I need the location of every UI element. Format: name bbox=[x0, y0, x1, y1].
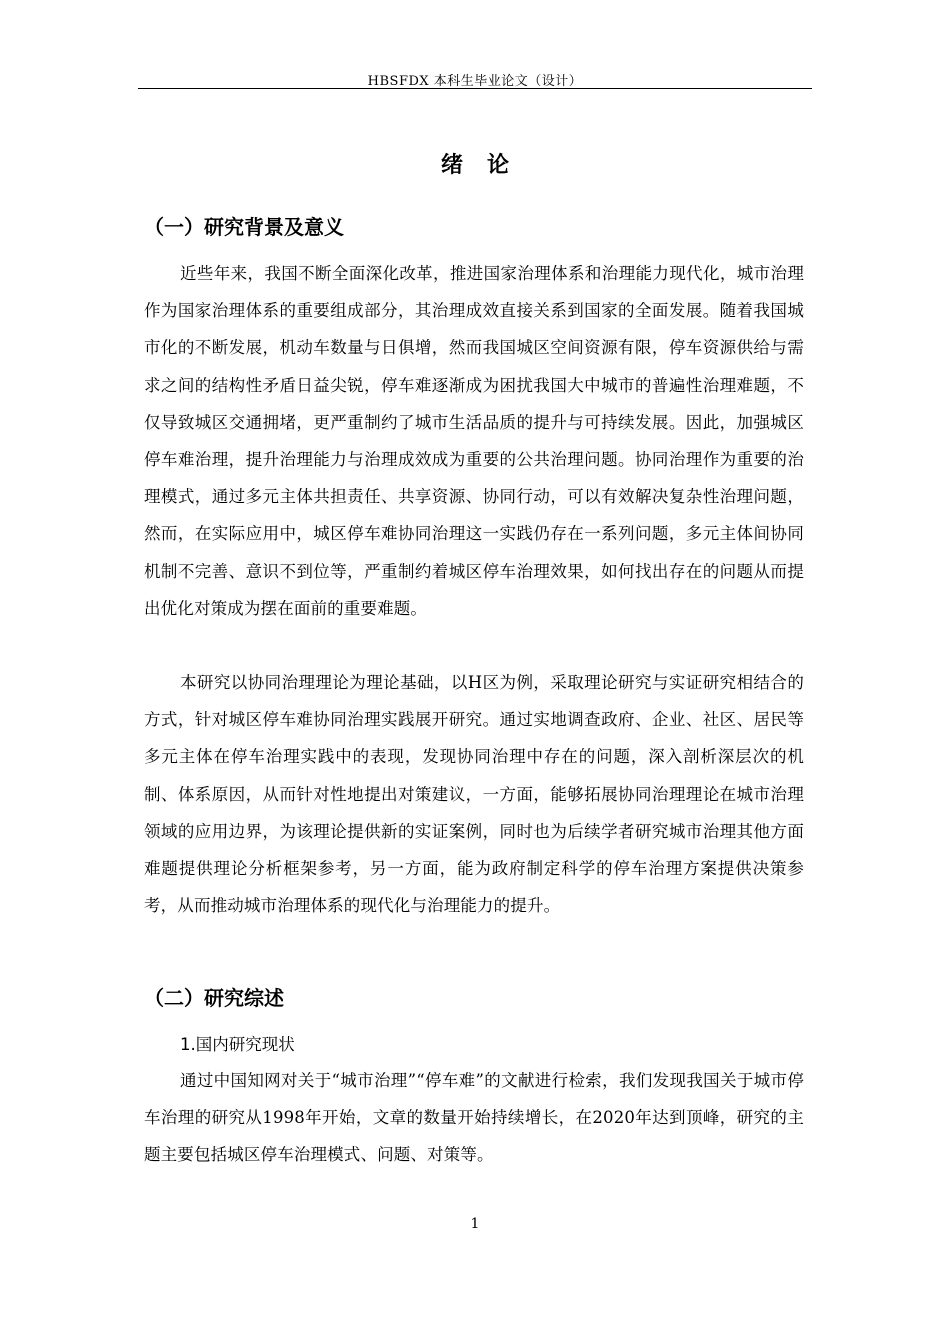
body-paragraph: 通过中国知网对关于“城市治理”“停车难”的文献进行检索，我们发现我国关于城市停车治理的研究从1998年开始，文章的数量开始持续增长，在2020年达到顶峰，研究的主题主要包括城区停车治理模式、问题、对策等。 bbox=[144, 1071, 804, 1165]
subsection-heading-domestic: 1.国内研究现状 bbox=[180, 1035, 295, 1054]
body-paragraph: 本研究以协同治理理论为理论基础，以H区为例，采取理论研究与实证研究相结合的方式，针对城区停车难协同治理实践展开研究。通过实地调查政府、企业、社区、居民等多元主体在停车治理实践中的表现，发现协同治理中存在的问题，深入剖析深层次的机制、体系原因，从而针对性地提出对策建议，一方面，能够拓展协同治理理论在城市治理领域的应用边界，为该理论提供新的实证案例，同时也为后续学者研究城市治理其他方面难题提供理论分析框架参考，另一方面，能为政府制定科学的停车治理方案提供决策参考，从而推动城市治理体系的现代化与治理能力的提升。 bbox=[144, 673, 804, 916]
header-divider bbox=[138, 88, 812, 89]
chapter-title: 绪论 bbox=[440, 153, 533, 178]
section-heading-background: （一）研究背景及意义 bbox=[144, 215, 344, 239]
running-header: HBSFDX 本科生毕业论文（设计） bbox=[367, 74, 583, 89]
page-number: 1 bbox=[470, 1216, 480, 1232]
section-heading-review: （二）研究综述 bbox=[144, 986, 284, 1010]
body-paragraph: 近些年来，我国不断全面深化改革，推进国家治理体系和治理能力现代化，城市治理作为国家治理体系的重要组成部分，其治理成效直接关系到国家的全面发展。随着我国城市化的不断发展，机动车数量与日俱增，然而我国城区空间资源有限，停车资源供给与需求之间的结构性矛盾日益尖锐，停车难逐渐成为困扰我国大中城市的普遍性治理难题，不仅导致城区交通拥堵，更严重制约了城市生活品质的提升与可持续发展。因此，加强城区停车难治理，提升治理能力与治理成效成为重要的公共治理问题。协同治理作为重要的治理模式，通过多元主体共担责任、共享资源、协同行动，可以有效解决复杂性治理问题，然而，在实际应用中，城区停车难协同治理这一实践仍存在一系列问题，多元主体间协同机制不完善、意识不到位等，严重制约着城区停车治理效果，如何找出存在的问题从而提出优化对策成为摆在面前的重要难题。 bbox=[144, 264, 804, 618]
